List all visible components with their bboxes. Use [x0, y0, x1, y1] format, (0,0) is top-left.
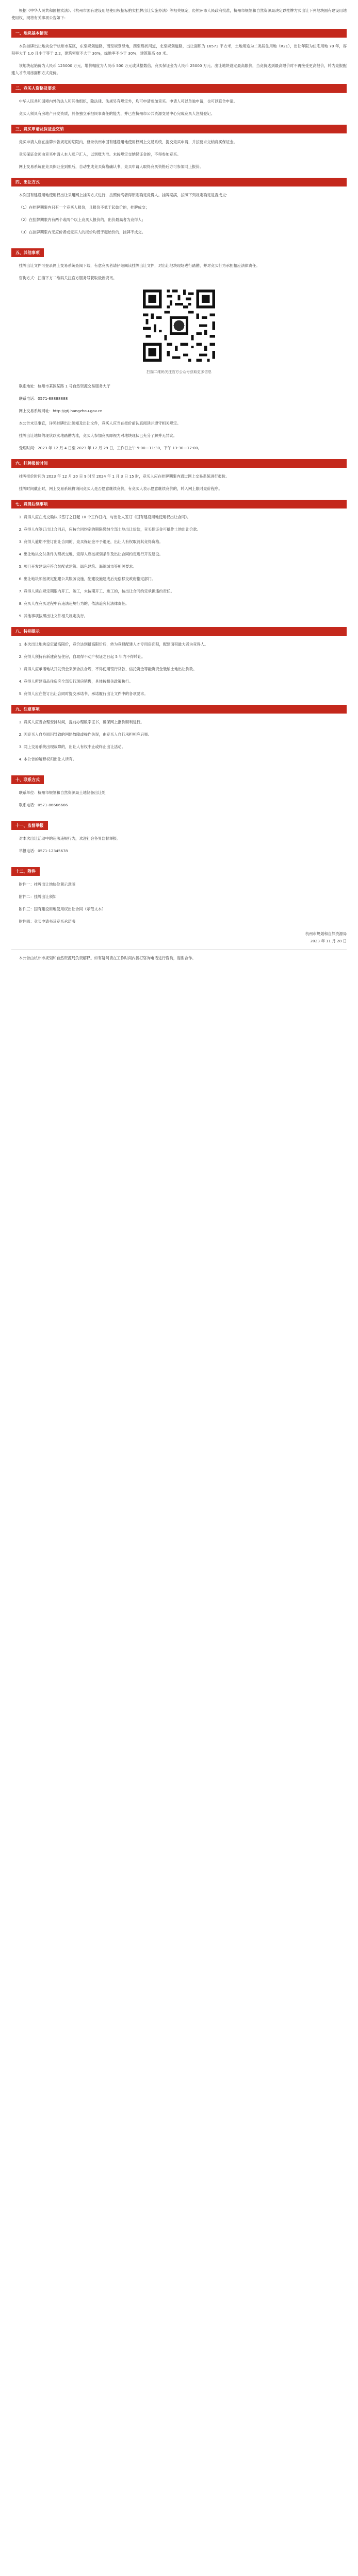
- paragraph: 联系单位：杭州市规划和自然资源局土地储备出让处: [19, 790, 106, 795]
- paragraph: 对本次出让活动中的违法违规行为，欢迎社会各界监督举报。: [19, 836, 121, 841]
- paragraph: 本公告未尽事宜，详见挂牌出让须知及出让文件，竞买人应当在报价前认真阅读并遵守相关规定。: [19, 421, 181, 426]
- paragraph: （1）在挂牌期限内只有一个竞买人报价，且报价不低于起始价的，挂牌成交；: [19, 205, 150, 210]
- paragraph: 挂牌报价时间为 2023 年 12 月 20 日 9 时至 2024 年 1 月 3 日 15 时，竞买人应在挂牌期限内通过网上交易系统进行报价。: [19, 474, 230, 479]
- paragraph: 本次挂牌出让地块位于杭州市某区，东至规划道路，南至规划绿地，西至现状河道，北至规划道路，出让面积为 16573 平方米，土地用途为二类居住用地（R21），出让年限为住宅用地 70 年，容积率大于 1.0 且小于等于 2.2，建筑密度不大于 30%，绿地率不小于 30%，建筑限高 60 米。: [11, 44, 347, 56]
- paragraph: 8. 竞买人在竞买过程中有违法违规行为的，依法追究其法律责任。: [19, 601, 129, 606]
- qr-code-block: [11, 287, 347, 366]
- paragraph: 网上交易系统在竞买保证金到账后，自动生成竞买资格确认书，竞买申请人取得竞买资格后方可参加网上报价。: [19, 164, 204, 169]
- paragraph: （2）在挂牌期限内有两个或两个以上竞买人报价的，出价最高者为竞得人；: [19, 217, 146, 222]
- paragraph: 4. 出让地块交付条件为现状交地，竞得人应按规划条件及出让合同约定进行开发建设。: [19, 552, 163, 556]
- section-title-follow-up: 七、竞得后续事项: [11, 500, 347, 509]
- section-title-attachments: 十二、附件: [11, 867, 40, 876]
- signature-date: 2023 年 11 月 28 日: [310, 939, 347, 943]
- signature-org: 杭州市规划和自然资源局: [305, 931, 347, 936]
- paragraph: 1. 竞得人应在成交确认书签订之日起 10 个工作日内，与出让人签订《国有建设用地使用权出让合同》。: [19, 515, 191, 519]
- paragraph: 7. 竞得人须在规定期限内开工、竣工，未按期开工、竣工的，按出让合同约定承担违约责任。: [19, 589, 174, 594]
- paragraph: 3. 网上交易系统出现故障的，出让人有权中止或终止出让活动。: [19, 744, 125, 749]
- paragraph: 4. 本公告的解释权归出让人所有。: [19, 757, 77, 761]
- paragraph: 本次国有建设用地使用权出让采用网上挂牌方式进行，按照价高者得原则确定竞得人。挂牌期满，按照下列规定确定是否成交：: [19, 193, 230, 197]
- paragraph: 联系地址：杭州市某区某路 1 号自然资源交易服务大厅: [19, 384, 110, 388]
- paragraph: 5. 项目开发建设应符合装配式建筑、绿色建筑、海绵城市等相关要求。: [19, 564, 137, 569]
- paragraph: 竞买申请人应在挂牌公告规定的期限内，登录杭州市国有建设用地使用权网上交易系统，提交竞买申请，并按要求交纳竞买保证金。: [19, 140, 237, 144]
- paragraph: 受理时间：2023 年 12 月 4 日至 2023 年 12 月 29 日，工作日上午 9:00—11:30，下午 13:30—17:00。: [19, 446, 202, 450]
- paragraph: 竞买保证金须由竞买申请人本人账户汇入，以到账为准。未按规定交纳保证金的，不得参加竞买。: [19, 152, 181, 157]
- paragraph: 3. 竞得人应承诺地块开发资金来源合法合规，不得使用银行贷款、信托资金等融资资金缴纳土地出让价款。: [19, 667, 197, 671]
- paragraph: 6. 出让地块须按规定配建公共服务设施，配建设施建成后无偿移交政府指定部门。: [19, 577, 156, 581]
- paragraph: 2. 竞得人在签订出让合同后，应按合同约定的期限缴纳全部土地出让价款，竞买保证金可抵作土地出让价款。: [19, 527, 201, 532]
- paragraph: 2. 因竞买人自身原因导致的网络故障或操作失误，由竞买人自行承担相应后果。: [19, 732, 152, 737]
- section-title-special-notice: 八、特别提示: [11, 627, 347, 636]
- paragraph: 挂牌时间截止时，网上交易系统将询问竞买人是否愿意继续竞价，有竞买人表示愿意继续竞价的，转入网上限时竞价程序。: [19, 486, 222, 491]
- paragraph: 9. 其他事项按照出让文件相关规定执行。: [19, 614, 88, 618]
- notice-page: [0, 0, 358, 962]
- section-title-bidder-qualification: 二、竞买人资格及要求: [11, 84, 347, 93]
- section-title-listing-time: 六、挂牌报价时间: [11, 459, 347, 468]
- footer-note: 本公告由杭州市规划和自然资源局负责解释。如有疑问请在工作时间内拨打咨询电话进行咨询，谢谢合作。: [19, 956, 196, 960]
- qr-code-image: [140, 287, 218, 364]
- attachment-link[interactable]: 附件四：竞买申请书及竞买承诺书: [19, 919, 76, 924]
- section-title-cautions: 九、注意事项: [11, 705, 347, 714]
- section-title-supervision: 十一、监督举报: [11, 821, 48, 830]
- paragraph: 1. 本次出让地块设定最高限价，竞价达到最高限价后，转为竞报配建人才专用房面积，配建面积最大者为竞得人。: [19, 642, 208, 647]
- paragraph: 联系电话：0571-86666666: [19, 803, 68, 807]
- section-title-contact: 十、联系方式: [11, 775, 44, 784]
- paragraph: 中华人民共和国境内外的法人和其他组织，除法律、法规另有规定外，均可申请参加竞买。申请人可以单独申请，也可以联合申请。: [19, 99, 237, 104]
- attachment-link[interactable]: 附件二：挂牌出让须知: [19, 894, 57, 899]
- paragraph: 咨询方式：扫描下方二维码关注官方服务号获取最新资讯。: [19, 276, 117, 280]
- paragraph: 挂牌出让地块的现状以实地踏勘为准，竞买人参加竞买即视为对地块现状已充分了解并无异议。: [19, 433, 177, 438]
- paragraph: 挂牌出让文件可登录网上交易系统查阅下载，有意竞买者请仔细阅读挂牌出让文件，对出让地块现场进行踏勘，并对竞买行为承担相应法律责任。: [19, 263, 260, 268]
- paragraph: 4. 竞得人所建商品住房应全部实行现房销售，具体按相关政策执行。: [19, 679, 133, 684]
- paragraph: 网上交易系统网址：http://gtj.hangzhou.gov.cn: [19, 409, 103, 413]
- section-title-application: 三、竞买申请及保证金交纳: [11, 125, 347, 133]
- paragraph: 3. 竞得人逾期不签订出让合同的，竞买保证金不予退还，出让人有权取消其竞得资格。: [19, 539, 163, 544]
- paragraph: 2. 竞得人须持有新建商品住房，自取得不动产权证之日起 5 年内不得转让。: [19, 654, 145, 659]
- section-title-method: 四、出让方式: [11, 178, 347, 187]
- paragraph: 1. 竞买人应当合理安排时间，提前办理数字证书，确保网上报价顺利进行。: [19, 720, 144, 724]
- section-title-other: 五、其他事项: [11, 248, 44, 257]
- paragraph: 举报电话：0571-12345678: [19, 849, 68, 853]
- section-title-basic-info: 一、地块基本情况: [11, 29, 347, 38]
- paragraph: 5. 竞得人应在签订出让合同时提交承诺书，承诺履行出让文件中的各项要求。: [19, 691, 148, 696]
- attachment-link[interactable]: 附件一：挂牌出让地块位置示意图: [19, 882, 76, 887]
- paragraph: 竞买人须具有房地产开发资质，具备独立承担民事责任的能力，并已在杭州市公共资源交易中心完成竞买人注册登记。: [19, 111, 215, 116]
- paragraph: 该地块起始价为人民币 125000 万元，增价幅度为人民币 500 万元或其整数倍，竞买保证金为人民币 25000 万元。出让地块设定最高限价，当竞价达到最高限价时不再接受更高报价，转为竞报配建人才专用房面积方式竞价。: [11, 63, 347, 75]
- paragraph: 联系电话：0571-88888888: [19, 396, 68, 401]
- intro-paragraph: 根据《中华人民共和国拍卖法》、《杭州市国有建设用地使用权招标拍卖挂牌出让实施办法》等相关规定，经杭州市人民政府批准，杭州市规划和自然资源局决定以挂牌方式出让下列地块国有建设用地使用权，现将有关事项公告如下：: [11, 8, 347, 20]
- paragraph: （3）在挂牌期限内无应价者或竞买人的报价均低于起始价的，挂牌不成交。: [19, 230, 146, 234]
- attachment-link[interactable]: 附件三：国有建设用地使用权出让合同（示范文本）: [19, 907, 106, 911]
- divider: [11, 949, 347, 950]
- qr-caption: 扫描二维码关注官方公众号获取更多信息: [147, 370, 211, 374]
